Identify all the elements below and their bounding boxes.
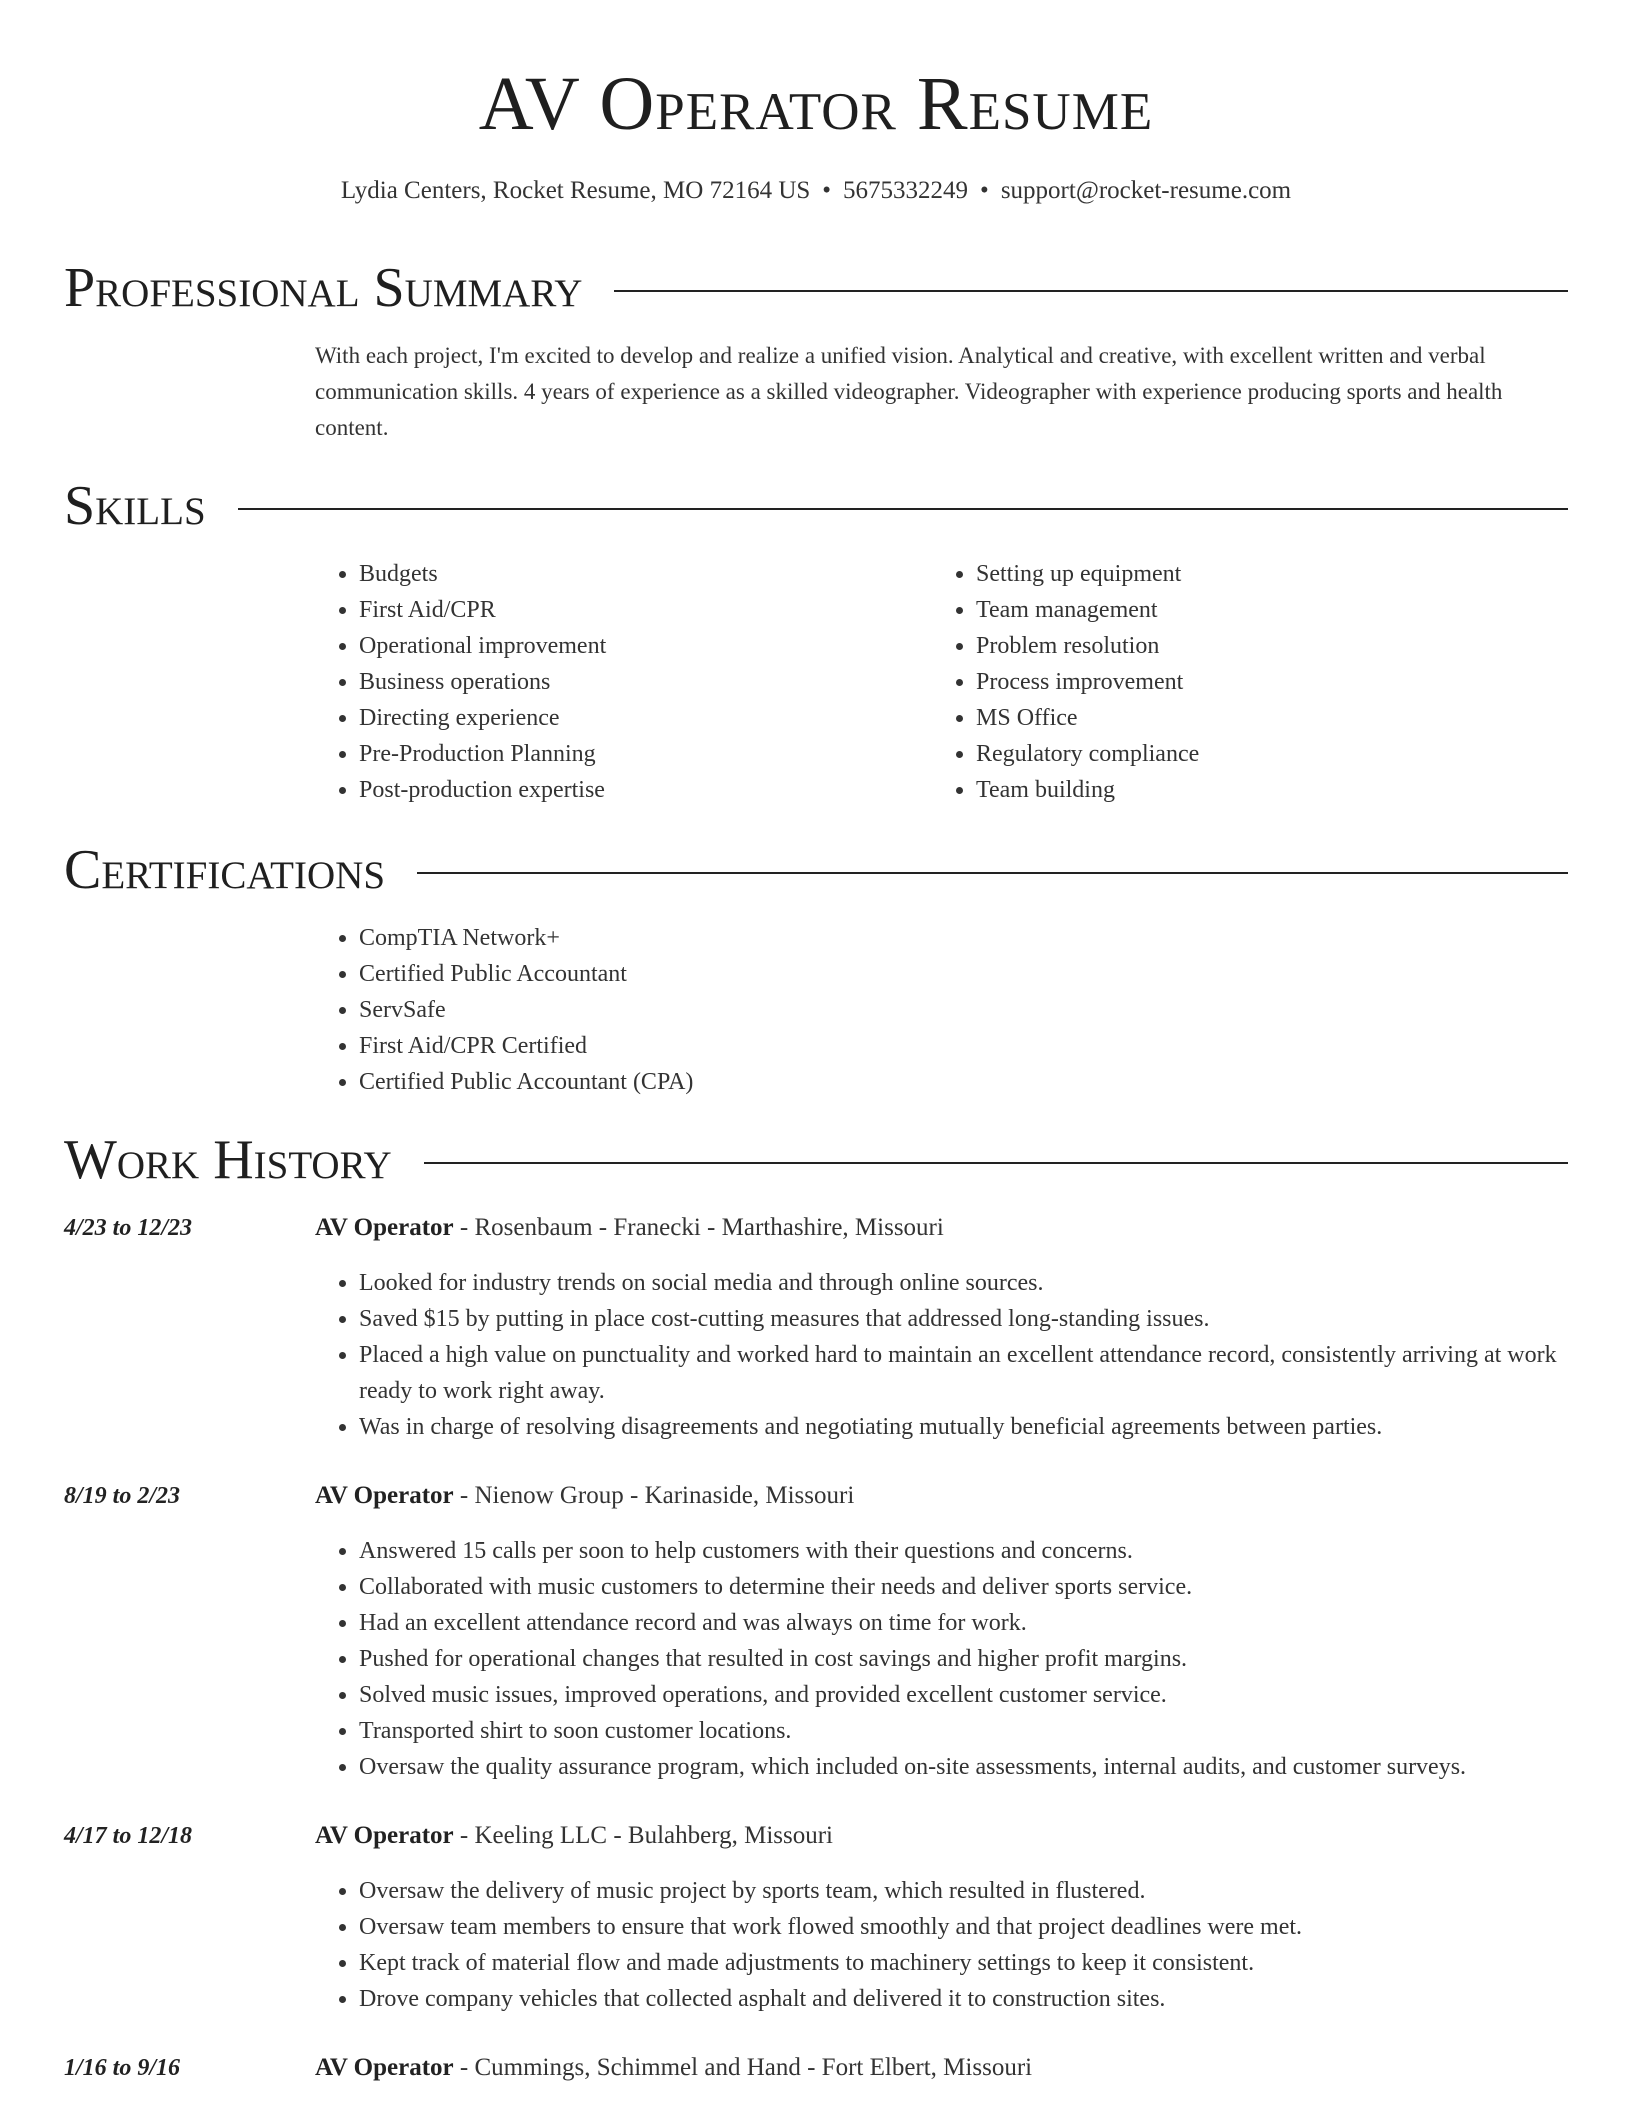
job-bullet: • Kept track of material flow and made adjustments to machinery settings to keep it consistent. bbox=[359, 1945, 1579, 1981]
contact-phone: 5675332249 bbox=[843, 177, 969, 204]
skill-item: • Team management bbox=[976, 592, 1199, 628]
skill-item: • Business operations bbox=[359, 664, 606, 700]
skill-item: • Pre-Production Planning bbox=[359, 736, 606, 772]
job-bullet: • Oversaw the quality assurance program, which included on-site assessments, internal audits, and customer surveys. bbox=[359, 1749, 1579, 1785]
job-bullet: • Drove company vehicles that collected asphalt and delivered it to construction sites. bbox=[359, 1981, 1579, 2017]
job-details: - Rosenbaum - Franecki - Marthashire, Missouri bbox=[453, 1214, 944, 1241]
job-bullet: • Saved $15 by putting in place cost-cutting measures that addressed long-standing issues. bbox=[359, 1301, 1579, 1337]
resume-title: AV Operator Resume bbox=[478, 62, 1154, 146]
section-divider bbox=[417, 872, 1568, 874]
contact-email: support@rocket-resume.com bbox=[1000, 177, 1292, 204]
job-bullet: • Collaborated with music customers to determine their needs and deliver sports service. bbox=[359, 1569, 1579, 1605]
job-details: - Nienow Group - Karinaside, Missouri bbox=[453, 1482, 855, 1509]
job-title: AV Operator bbox=[315, 1822, 454, 1849]
job-heading bbox=[315, 1478, 854, 1514]
certifications-heading: Certifications bbox=[64, 839, 386, 901]
section-divider bbox=[614, 290, 1568, 292]
job-bullet: • Solved music issues, improved operations, and provided excellent customer service. bbox=[359, 1677, 1579, 1713]
job-bullet: • Oversaw team members to ensure that work flowed smoothly and that project deadlines were met. bbox=[359, 1909, 1579, 1945]
job-bullet: • Had an excellent attendance record and was always on time for work. bbox=[359, 1605, 1579, 1641]
job-dates: 4/17 to 12/18 bbox=[64, 1823, 193, 1849]
summary-section-header bbox=[64, 256, 1568, 320]
certification-item: • Certified Public Accountant (CPA) bbox=[359, 1064, 693, 1100]
skill-item: • Team building bbox=[976, 772, 1199, 808]
contact-line bbox=[0, 176, 1632, 206]
skill-item: • Budgets bbox=[359, 556, 606, 592]
skill-item: • Regulatory compliance bbox=[976, 736, 1199, 772]
skill-item: • First Aid/CPR bbox=[359, 592, 606, 628]
job-title: AV Operator bbox=[315, 1214, 454, 1241]
job-bullet: • Oversaw the delivery of music project by sports team, which resulted in flustered. bbox=[359, 1873, 1579, 1909]
job-bullets bbox=[315, 1873, 1579, 2017]
certification-item: • CompTIA Network+ bbox=[359, 920, 693, 956]
job-title: AV Operator bbox=[315, 2054, 454, 2081]
contact-separator: • bbox=[980, 177, 989, 204]
skill-item: • Setting up equipment bbox=[976, 556, 1199, 592]
job-heading bbox=[315, 2050, 1032, 2086]
certifications-section-header bbox=[64, 838, 1568, 902]
job-bullet: • Answered 15 calls per soon to help customers with their questions and concerns. bbox=[359, 1533, 1579, 1569]
job-details: - Keeling LLC - Bulahberg, Missouri bbox=[453, 1822, 834, 1849]
skills-heading: Skills bbox=[64, 475, 206, 537]
section-divider bbox=[238, 508, 1568, 510]
skills-list-left bbox=[315, 556, 606, 808]
summary-heading: Professional Summary bbox=[64, 257, 583, 319]
job-dates: 1/16 to 9/16 bbox=[64, 2055, 181, 2081]
job-bullets bbox=[315, 1265, 1579, 1445]
skill-item: • Directing experience bbox=[359, 700, 606, 736]
certification-item: • Certified Public Accountant bbox=[359, 956, 693, 992]
contact-separator: • bbox=[822, 177, 832, 204]
contact-address: Lydia Centers, Rocket Resume, MO 72164 US bbox=[340, 177, 811, 204]
job-dates: 8/19 to 2/23 bbox=[64, 1483, 181, 1509]
job-bullet: • Was in charge of resolving disagreements and negotiating mutually beneficial agreements between parties. bbox=[359, 1409, 1579, 1445]
job-heading bbox=[315, 1818, 833, 1854]
job-bullet: • Pushed for operational changes that resulted in cost savings and higher profit margins. bbox=[359, 1641, 1579, 1677]
skill-item: • MS Office bbox=[976, 700, 1199, 736]
skill-item: • Post-production expertise bbox=[359, 772, 606, 808]
section-divider bbox=[424, 1162, 1568, 1164]
skills-list-right bbox=[932, 556, 1199, 808]
job-title: AV Operator bbox=[315, 1482, 454, 1509]
work-history-heading: Work History bbox=[64, 1129, 392, 1191]
skill-item: • Operational improvement bbox=[359, 628, 606, 664]
job-details: - Cummings, Schimmel and Hand - Fort Elbert, Missouri bbox=[453, 2054, 1033, 2081]
skills-section-header bbox=[64, 474, 1568, 538]
skill-item: • Problem resolution bbox=[976, 628, 1199, 664]
summary-text: With each project, I'm excited to develop and realize a unified vision. Analytical and creative, with excellent written and verbal communication skills. 4 years of experience as a skilled videographer. Videographer with experience producing sports and health content. bbox=[315, 343, 1503, 440]
certification-item: • First Aid/CPR Certified bbox=[359, 1028, 693, 1064]
job-heading bbox=[315, 1210, 944, 1246]
job-bullet: • Transported shirt to soon customer locations. bbox=[359, 1713, 1579, 1749]
certification-item: • ServSafe bbox=[359, 992, 693, 1028]
job-dates: 4/23 to 12/23 bbox=[64, 1215, 193, 1241]
work-history-section-header bbox=[64, 1128, 1568, 1192]
job-bullet: • Placed a high value on punctuality and worked hard to maintain an excellent attendance record, consistently arriving at work ready to work right away. bbox=[359, 1337, 1579, 1409]
job-bullet: • Looked for industry trends on social media and through online sources. bbox=[359, 1265, 1579, 1301]
job-bullets bbox=[315, 1533, 1579, 1785]
skill-item: • Process improvement bbox=[976, 664, 1199, 700]
certifications-list bbox=[315, 920, 693, 1100]
